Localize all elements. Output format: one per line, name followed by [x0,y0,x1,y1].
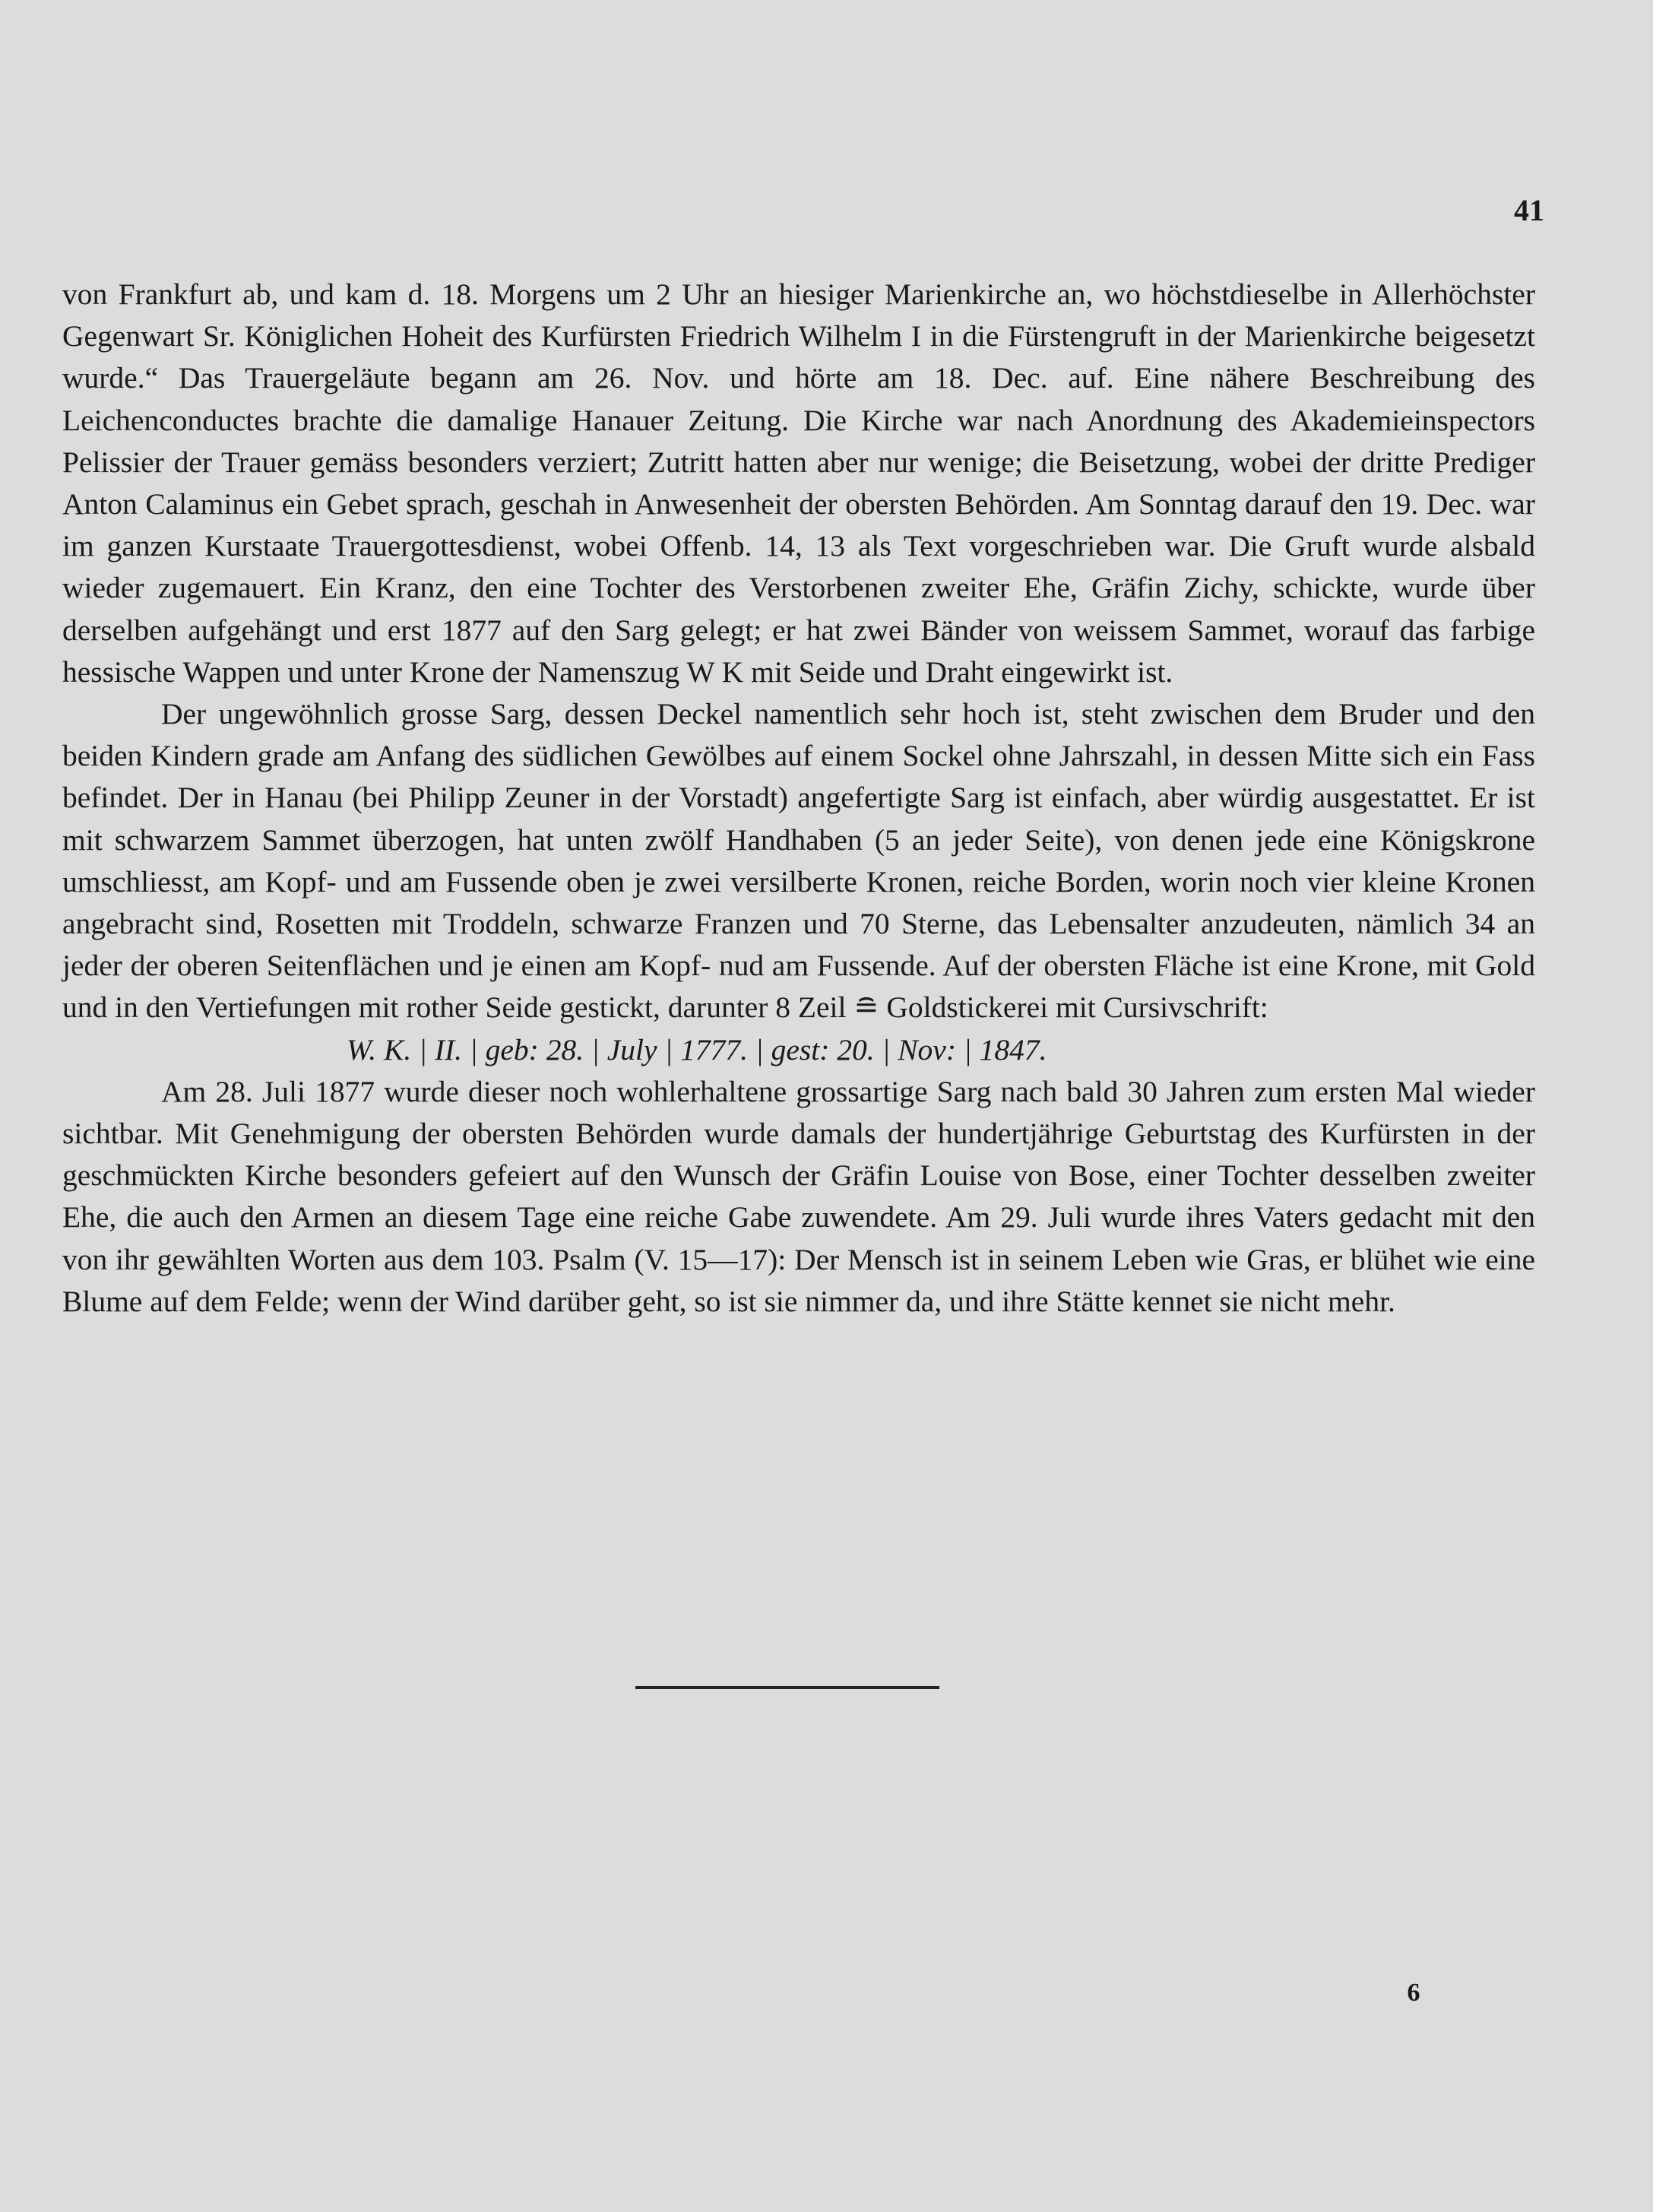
page-number: 41 [1514,193,1544,227]
coffin-inscription: W. K. | II. | geb: 28. | July | 1777. | gest: 20. | Nov: | 1847. [347,1032,1047,1066]
body-text [62,274,1535,1323]
footnote-separator-rule [635,1686,939,1689]
paragraph-coffin-description: Der ungewöhnlich grosse Sarg, dessen Deckel namentlich sehr hoch ist, steht zwischen dem Bruder und den beiden Kindern grade am Anfang des südlichen Gewölbes auf einem Sockel ohne Jahrszahl, in dessen Mitte sich ein Fass befindet. Der in Hanau (bei Philipp Zeuner in der Vorstadt) angefertigte Sarg ist einfach, aber würdig ausgestattet. Er ist mit schwarzem Sammet überzogen, hat unten zwölf Handhaben (5 an jeder Seite), von denen jede eine Königskrone umschliesst, am Kopf- und am Fussende oben je zwei versilberte Kronen, reiche Borden, worin noch vier kleine Kronen angebracht sind, Rosetten mit Troddeln, schwarze Franzen und 70 Sterne, das Lebensalter anzudeuten, nämlich 34 an jeder der oberen Seitenflächen und je einen am Kopf- nud am Fussende. Auf der obersten Fläche ist eine Krone, mit Gold und in den Vertiefungen mit rother Seide gestickt, darunter 8 Zeil ≘ Goldstickerei mit Cursivschrift: [62,697,1535,1025]
paragraph-burial-account: von Frankfurt ab, und kam d. 18. Morgens um 2 Uhr an hiesiger Marienkirche an, wo höchstdieselbe in Allerhöchster Gegenwart Sr. Königlichen Hoheit des Kurfürsten Friedrich Wilhelm I in die Fürstengruft in der Marienkirche beigesetzt wurde.“ Das Trauergeläute begann am 26. Nov. und hörte am 18. Dec. auf. Eine nähere Beschreibung des Leichenconductes brachte die damalige Hanauer Zeitung. Die Kirche war nach Anordnung des Akademieinspectors Pelissier der Trauer gemäss besonders verziert; Zutritt hatten aber nur wenige; die Beisetzung, wobei der dritte Prediger Anton Calaminus ein Gebet sprach, geschah in Anwesenheit der obersten Behörden. Am Sonntag darauf den 19. Dec. war im ganzen Kurstaate Trauergottesdienst, wobei Offenb. 14, 13 als Text vorgeschrieben war. Die Gruft wurde alsbald wieder zugemauert. Ein Kranz, den eine Tochter des Verstorbenen zweiter Ehe, Gräfin Zichy, schickte, wurde über derselben aufgehängt und erst 1877 auf den Sarg gelegt; er hat zwei Bänder von weissem Sammet, worauf das farbige hessische Wappen und unter Krone der Namenszug W K mit Seide und Draht eingewirkt ist. [62,277,1535,689]
paragraph-centenary: Am 28. Juli 1877 wurde dieser noch wohlerhaltene grossartige Sarg nach bald 30 Jahren zum ersten Mal wieder sichtbar. Mit Genehmigung der obersten Behörden wurde damals der hundertjährige Geburtstag des Kurfürsten in der geschmückten Kirche besonders gefeiert auf den Wunsch der Gräfin Louise von Bose, einer Tochter desselben zweiter Ehe, die auch den Armen an diesem Tage eine reiche Gabe zuwendete. Am 29. Juli wurde ihres Vaters gedacht mit den von ihr gewählten Worten aus dem 103. Psalm (V. 15—17): Der Mensch ist in seinem Leben wie Gras, er blühet wie eine Blume auf dem Felde; wenn der Wind darüber geht, so ist sie nimmer da, und ihre Stätte kennet sie nicht mehr. [62,1074,1535,1318]
signature-mark: 6 [1407,1979,1420,2007]
